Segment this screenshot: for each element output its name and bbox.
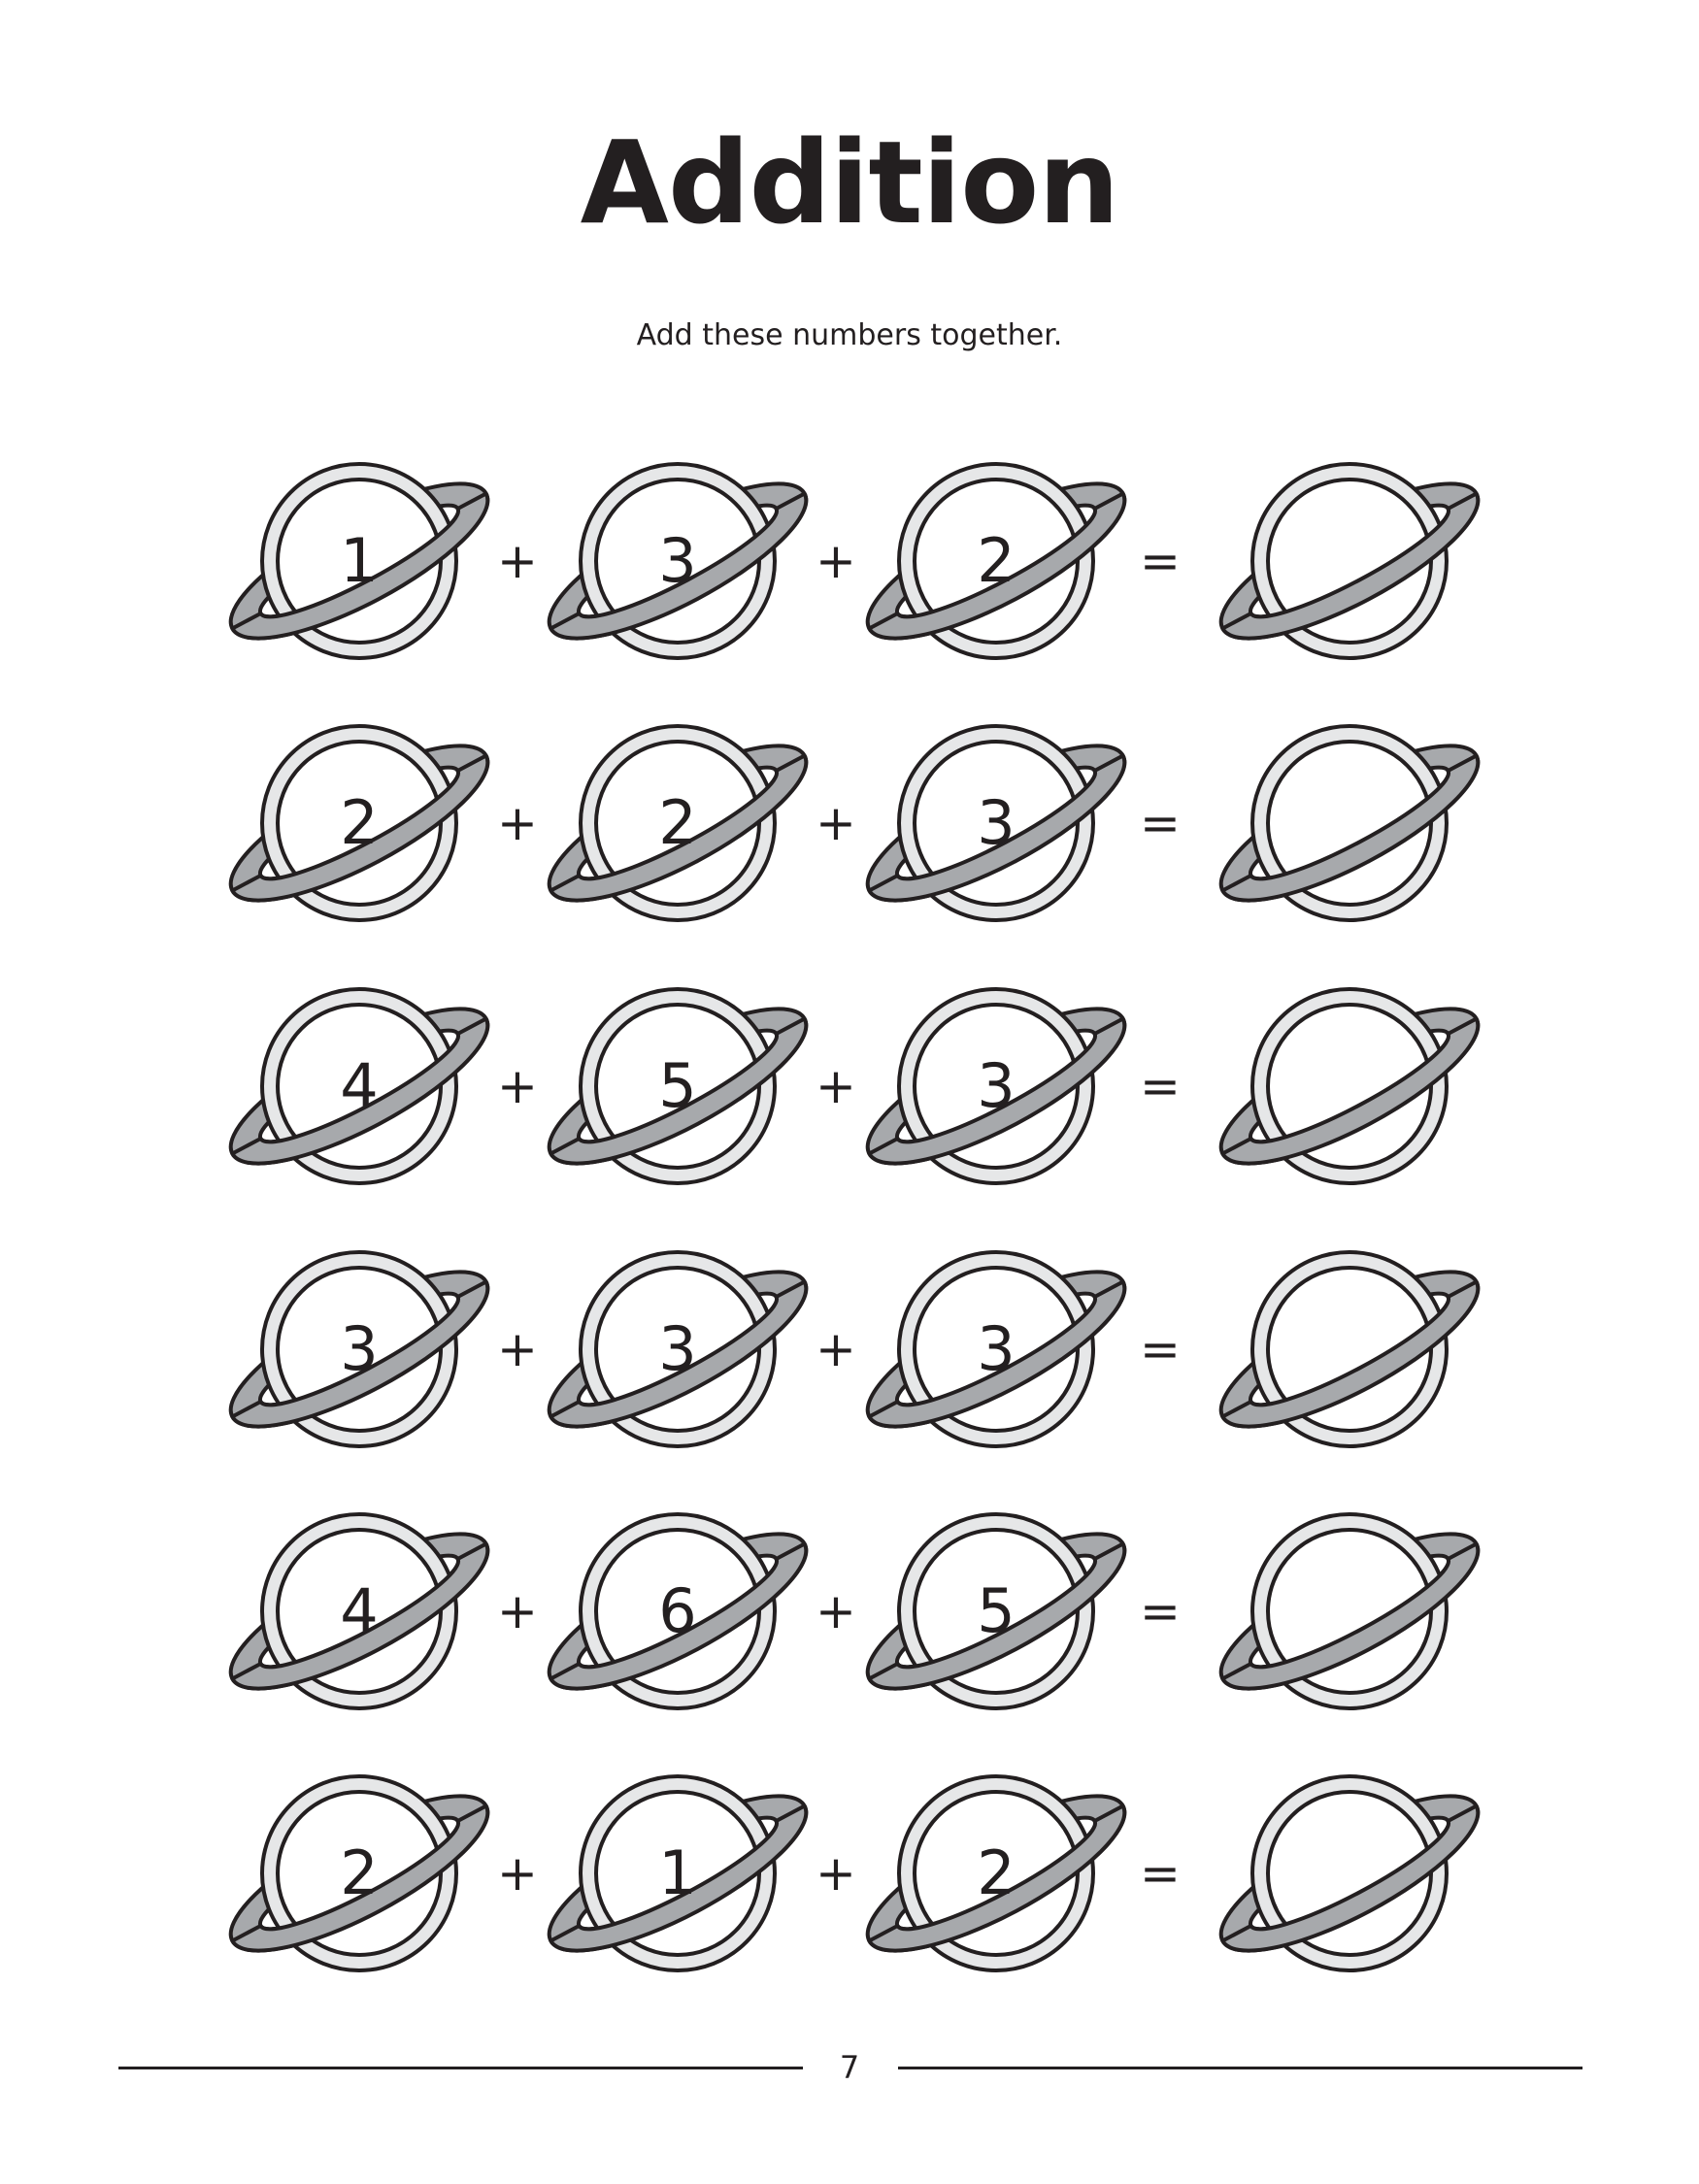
plus-sign: +	[497, 1845, 538, 1902]
addend-planet	[532, 720, 823, 926]
answer-blank[interactable]	[1252, 1770, 1447, 1976]
addend-planet	[214, 720, 505, 926]
addend-planet	[214, 1770, 505, 1976]
problem-row	[0, 458, 1699, 664]
plus-sign: +	[497, 795, 538, 851]
answer-blank[interactable]	[1252, 720, 1447, 926]
addend-planet	[850, 983, 1142, 1189]
addend-number: 3	[658, 1313, 697, 1384]
addend-number: 2	[340, 1837, 379, 1908]
addend-number: 2	[658, 787, 697, 858]
answer-blank[interactable]	[1252, 1246, 1447, 1452]
problem-row	[0, 1770, 1699, 1976]
addend-planet	[532, 1508, 823, 1714]
plus-sign: +	[497, 1321, 538, 1377]
plus-sign: +	[816, 533, 856, 589]
plus-sign: +	[816, 1321, 856, 1377]
page-title: Addition	[580, 116, 1119, 249]
answer-planet[interactable]	[1204, 1508, 1495, 1714]
answer-planet[interactable]	[1204, 1770, 1495, 1976]
addend-planet	[850, 458, 1142, 664]
addend-number: 3	[977, 787, 1016, 858]
plus-sign: +	[497, 1583, 538, 1639]
equals-sign: =	[1140, 1058, 1181, 1114]
plus-sign: +	[816, 1845, 856, 1902]
addend-planet	[214, 458, 505, 664]
plus-sign: +	[816, 1583, 856, 1639]
addend-number: 5	[977, 1575, 1016, 1646]
addend-planet	[850, 1770, 1142, 1976]
addend-number: 4	[340, 1575, 379, 1646]
addend-number: 2	[340, 787, 379, 858]
addend-planet	[214, 1508, 505, 1714]
problem-row	[0, 983, 1699, 1189]
plus-sign: +	[816, 1058, 856, 1114]
footer-rule-left	[118, 2067, 803, 2069]
plus-sign: +	[816, 795, 856, 851]
plus-sign: +	[497, 533, 538, 589]
addend-number: 3	[340, 1313, 379, 1384]
plus-sign: +	[497, 1058, 538, 1114]
addend-number: 1	[340, 525, 379, 596]
addend-number: 3	[977, 1313, 1016, 1384]
addend-planet	[532, 1246, 823, 1452]
problem-row	[0, 1508, 1699, 1714]
addend-planet	[214, 1246, 505, 1452]
answer-planet[interactable]	[1204, 983, 1495, 1189]
problem-row	[0, 1246, 1699, 1452]
page-number: 7	[839, 2049, 860, 2086]
equals-sign: =	[1140, 1845, 1181, 1902]
equals-sign: =	[1140, 795, 1181, 851]
equals-sign: =	[1140, 1583, 1181, 1639]
answer-planet[interactable]	[1204, 1246, 1495, 1452]
addend-planet	[850, 1246, 1142, 1452]
addend-number: 2	[977, 525, 1016, 596]
answer-planet[interactable]	[1204, 458, 1495, 664]
instructions-text: Add these numbers together.	[636, 318, 1063, 352]
addend-number: 1	[658, 1837, 697, 1908]
footer-rule-right	[898, 2067, 1582, 2069]
equals-sign: =	[1140, 1321, 1181, 1377]
addend-number: 4	[340, 1050, 379, 1121]
answer-planet[interactable]	[1204, 720, 1495, 926]
addend-planet	[532, 1770, 823, 1976]
answer-blank[interactable]	[1252, 983, 1447, 1189]
problem-row	[0, 720, 1699, 926]
answer-blank[interactable]	[1252, 458, 1447, 664]
addend-number: 3	[977, 1050, 1016, 1121]
addend-number: 2	[977, 1837, 1016, 1908]
addend-number: 6	[658, 1575, 697, 1646]
answer-blank[interactable]	[1252, 1508, 1447, 1714]
addend-planet	[850, 1508, 1142, 1714]
addend-planet	[532, 983, 823, 1189]
equals-sign: =	[1140, 533, 1181, 589]
addend-number: 5	[658, 1050, 697, 1121]
addend-planet	[850, 720, 1142, 926]
addend-planet	[532, 458, 823, 664]
addend-planet	[214, 983, 505, 1189]
addend-number: 3	[658, 525, 697, 596]
